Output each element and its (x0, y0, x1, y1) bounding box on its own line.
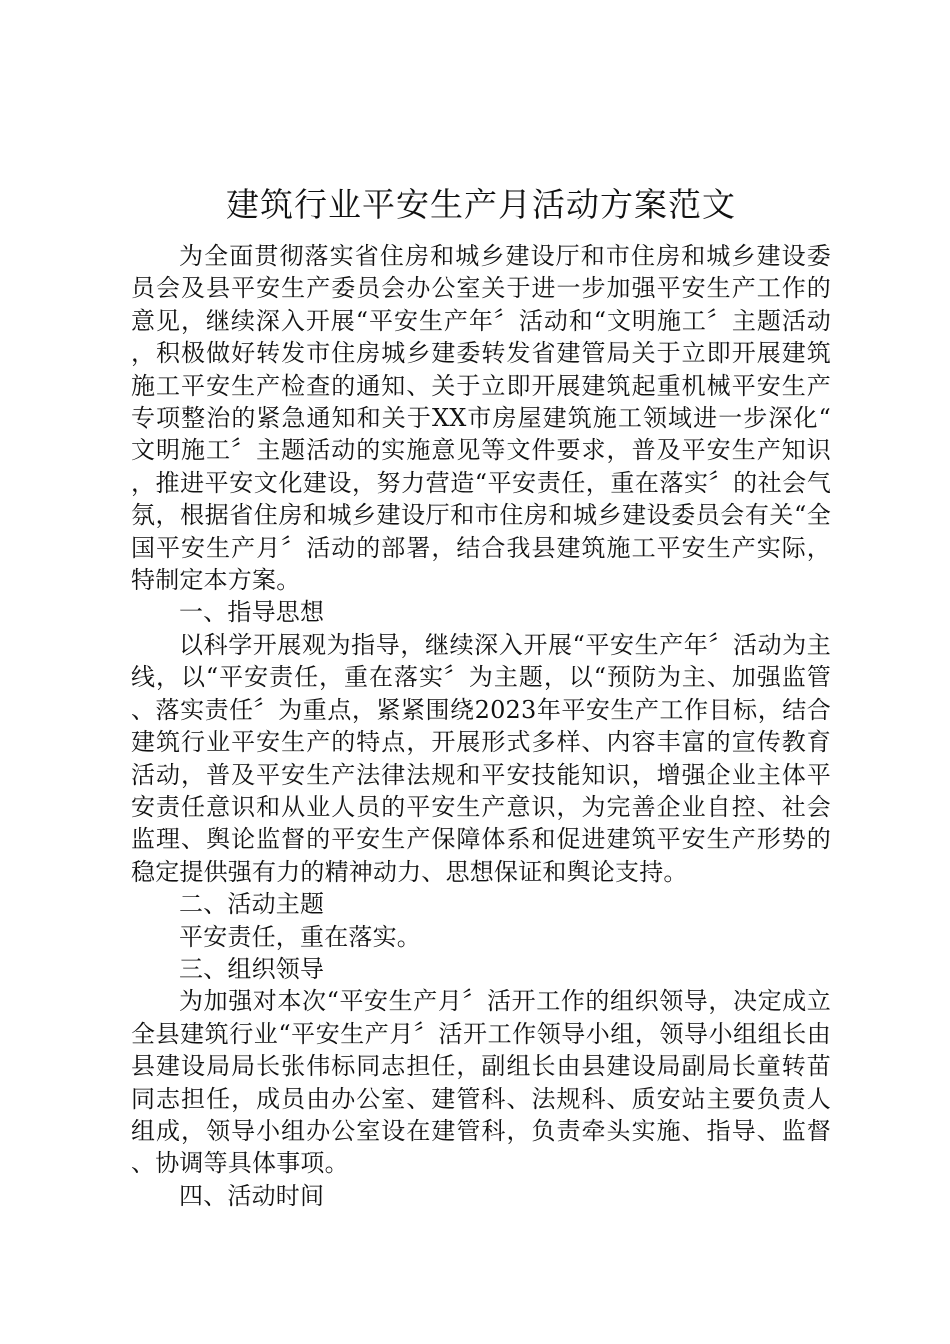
section-body-activity-theme: 平安责任，重在落实。 (179, 922, 421, 951)
section-heading-activity-theme: 二、活动主题 (179, 890, 325, 919)
document-title: 建筑行业平安生产月活动方案范文 (226, 185, 736, 224)
section-heading-guiding-ideology: 一、指导思想 (179, 598, 325, 627)
document-content (131, 176, 831, 1212)
section-body-guiding-ideology: 以科学开展观为指导，继续深入开展“平安生产年〞活动为主线，以“平安责任，重在落实〞为主题，以“预防为主、加强监管、落实责任〞为重点，紧紧围绕2023年平安生产工作目标，结合建筑行业平安生产的特点，开展形式多样、内容丰富的宣传教育活动，普及平安生产法律法规和平安技能知识，增强企业主体平安责任意识和从业人员的平安生产意识，为完善企业自控、社会监理、舆论监督的平安生产保障体系和促进建筑平安生产形势的稳定提供强有力的精神动力、思想保证和舆论支持。 (131, 630, 831, 886)
section-heading-organization-leadership: 三、组织领导 (179, 954, 325, 983)
intro-paragraph: 为全面贯彻落实省住房和城乡建设厅和市住房和城乡建设委员会及县平安生产委员会办公室关于进一步加强平安生产工作的意见，继续深入开展“平安生产年〞活动和“文明施工〞主题活动，积极做好转发市住房城乡建委转发省建管局关于立即开展建筑施工平安生产检查的通知、关于立即开展建筑起重机械平安生产专项整治的紧急通知和关于XX市房屋建筑施工领域进一步深化“文明施工〞主题活动的实施意见等文件要求，普及平安生产知识，推进平安文化建设，努力营造“平安责任，重在落实〞的社会气氛，根据省住房和城乡建设厅和市住房和城乡建设委员会有关“全国平安生产月〞活动的部署，结合我县建筑施工平安生产实际，特制定本方案。 (131, 242, 831, 595)
section-heading-activity-time: 四、活动时间 (179, 1181, 325, 1210)
section-body-organization-leadership: 为加强对本次“平安生产月〞活开工作的组织领导，决定成立全县建筑行业“平安生产月〞活开工作领导小组，领导小组组长由县建设局局长张伟标同志担任，副组长由县建设局副局长童转苗同志担任，成员由办公室、建管科、法规科、质安站主要负责人组成，领导小组办公室设在建管科，负责牵头实施、指导、监督、协调等具体事项。 (131, 987, 831, 1178)
